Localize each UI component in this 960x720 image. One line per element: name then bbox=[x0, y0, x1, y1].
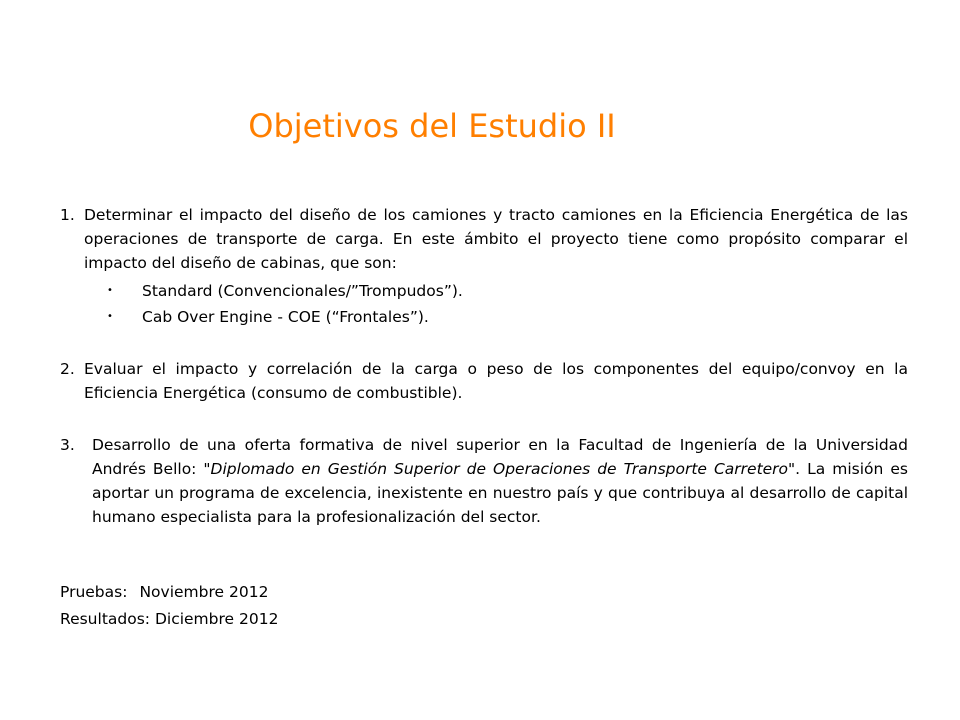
slide-title bbox=[0, 103, 960, 149]
bullet-dot-icon: • bbox=[107, 285, 113, 296]
results-value: Diciembre 2012 bbox=[154, 610, 279, 628]
objective-item-3 bbox=[60, 433, 908, 529]
schedule-tests bbox=[60, 580, 268, 604]
objective-number: 3. bbox=[60, 436, 75, 454]
objective-text bbox=[92, 433, 908, 529]
objective-text: Determinar el impacto del diseño de los camiones y tracto camiones en la Eficiencia Energética de las operaciones de transporte de carga. En este ámbito el proyecto tiene como propósito comparar el impacto del diseño de cabinas, que son: bbox=[84, 206, 908, 272]
objective-text-start: Desarrollo de una oferta formativa de nivel superior en la Facultad de Ingeniería de la Universidad Andrés Bello: bbox=[92, 436, 908, 478]
bullet-dot-icon: • bbox=[107, 311, 113, 322]
tests-label: Pruebas: bbox=[60, 583, 128, 601]
objective-item-2 bbox=[60, 357, 908, 405]
objective-number: 1. bbox=[60, 206, 75, 224]
tests-value: Noviembre 2012 bbox=[139, 583, 269, 601]
objective-text: Evaluar el impacto y correlación de la carga o peso de los componentes del equipo/convoy en la Eficiencia Energética (consumo de combustible). bbox=[84, 360, 908, 402]
results-label: Resultados: bbox=[60, 610, 151, 628]
schedule-results bbox=[60, 607, 278, 631]
objective-item-1 bbox=[60, 203, 908, 275]
bullet-text: Cab Over Engine - COE (“Frontales”). bbox=[142, 308, 429, 326]
slide-title-text: Objetivos del Estudio II bbox=[248, 107, 616, 145]
bullet-text: Standard (Convencionales/”Trompudos”). bbox=[142, 282, 463, 300]
program-name: "Diplomado en Gestión Superior de Operaciones de Transporte Carretero" bbox=[203, 460, 796, 478]
objective-number: 2. bbox=[60, 360, 75, 378]
objective-text-end: . La misión es aportar un programa de excelencia, inexistente en nuestro país y que contribuya al desarrollo de capital humano especialista para la profesionalización del sector. bbox=[92, 460, 908, 526]
